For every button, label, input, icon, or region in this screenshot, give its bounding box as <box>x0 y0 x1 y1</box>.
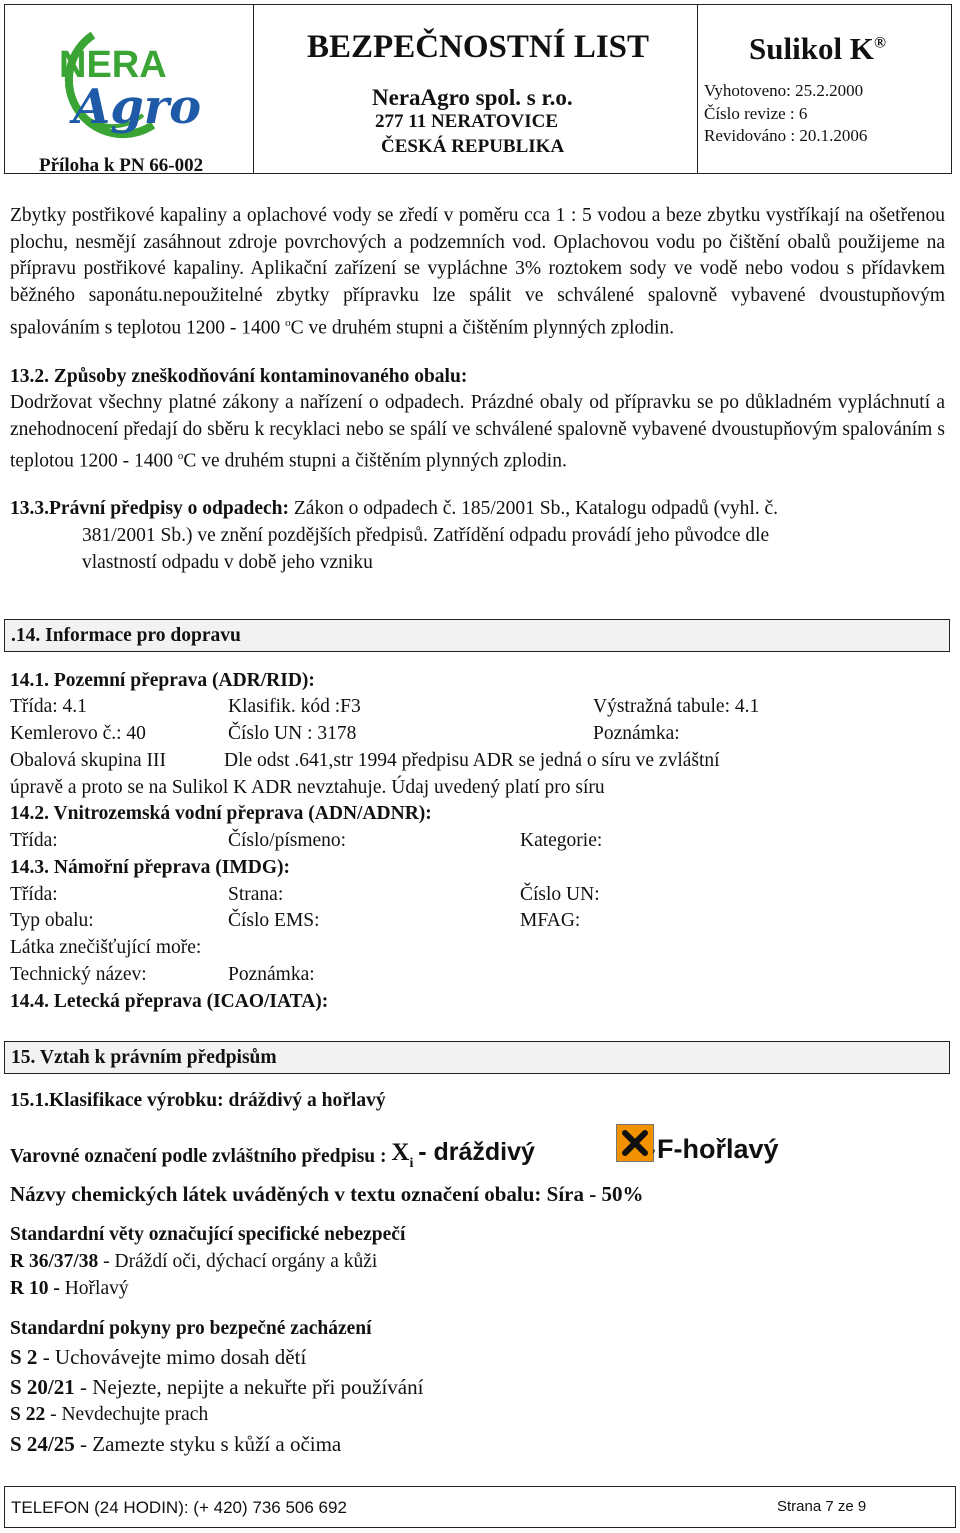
revised-date: Revidováno : 20.1.2006 <box>704 126 868 145</box>
section-13-3-line3: vlastností odpadu v době jeho vzniku <box>82 552 373 573</box>
section-14-3-heading: 14.3. Námořní přeprava (IMDG): <box>10 857 290 878</box>
packaging-paragraph: Dodržovat všechny platné zákony a nařízení o odpadech. Prázdné obaly od přípravku se po důkladném vypláchnutí a znehodnocení předají do sběru k recyklaci nebo se spálí ve schválené spalovně vybavené dvoustupňovým spalováním s teplotou 1200 - 1400 $^o$C ve druhém stupni a čištěním plynných zplodin. <box>10 392 945 472</box>
logo-text-bottom: Agro <box>73 79 202 135</box>
section-14-title: .14. Informace pro dopravu <box>11 625 241 646</box>
s-phrases-heading: Standardní pokyny pro bezpečné zacházení <box>10 1318 372 1339</box>
imdg-package-type: Typ obalu: <box>10 910 94 931</box>
technical-name: Technický název: <box>10 964 147 985</box>
imdg-ems-number: Číslo EMS: <box>228 910 320 931</box>
warning-designation: Varovné označení podle zvláštního předpisu : $X_i$ - dráždivý <box>10 1138 535 1171</box>
section-15-title-box <box>4 1041 950 1074</box>
s-phrase-4: S 24/25 - Zamezte styku s kůží a očima <box>10 1432 342 1456</box>
section-14-4-heading: 14.4. Letecká přeprava (ICAO/IATA): <box>10 991 329 1012</box>
section-14-1-heading: 14.1. Pozemní přeprava (ADR/RID): <box>10 670 315 691</box>
s-phrase-3: S 22 - Nevdechujte prach <box>10 1404 209 1425</box>
hazard-separator: , <box>652 1139 656 1155</box>
page-number: Strana 7 ze 9 <box>777 1498 867 1515</box>
imdg-page: Strana: <box>228 884 284 905</box>
document-header <box>4 4 952 174</box>
kemler-number: Kemlerovo č.: 40 <box>10 723 146 744</box>
r-phrases-heading: Standardní věty označující specifické nebezpečí <box>10 1224 406 1245</box>
imdg-un-number: Číslo UN: <box>520 884 600 905</box>
company-address: 277 11 NERATOVICE <box>375 111 558 132</box>
r-phrase-2: R 10 - Hořlavý <box>10 1278 129 1299</box>
chemical-names: Názvy chemických látek uváděných v textu označení obalu: Síra - 50% <box>10 1182 644 1206</box>
section-13-2-heading: 13.2. Způsoby zneškodňování kontaminovaného obalu: <box>10 366 468 387</box>
imdg-note: Poznámka: <box>228 964 315 985</box>
marine-pollutant: Látka znečišťující moře: <box>10 937 202 958</box>
emergency-phone: TELEFON (24 HODIN): (+ 420) 736 506 692 <box>11 1498 347 1517</box>
s-phrase-2: S 20/21 - Nejezte, nepijte a nekuřte při používání <box>10 1375 424 1399</box>
company-name: NeraAgro spol. s r.o. <box>372 85 573 110</box>
page-footer <box>4 1486 956 1528</box>
adn-class: Třída: <box>10 830 58 851</box>
adr-note-text: Dle odst .641,str 1994 předpisu ADR se jedná o síru ve zvláštní <box>224 750 720 771</box>
adr-note-label: Poznámka: <box>593 723 680 744</box>
r-phrase-1: R 36/37/38 - Dráždí oči, dýchací orgány a kůži <box>10 1251 378 1272</box>
adr-classification-code: Klasifik. kód :F3 <box>228 696 361 717</box>
section-14-2-heading: 14.2. Vnitrozemská vodní přeprava (ADN/ADNR): <box>10 803 432 824</box>
adr-class: Třída: 4.1 <box>10 696 87 717</box>
annex-label: Příloha k PN 66-002 <box>39 155 204 176</box>
created-date: Vyhotoveno: 25.2.2000 <box>704 81 864 100</box>
adn-number-letter: Číslo/písmeno: <box>228 830 347 851</box>
revision-number: Číslo revize : 6 <box>704 104 808 123</box>
adr-warning-plate: Výstražná tabule: 4.1 <box>593 696 760 717</box>
s-phrase-1: S 2 - Uchovávejte mimo dosah dětí <box>10 1345 307 1369</box>
logo-text-top: NERA <box>59 44 167 86</box>
section-13-3-line2: 381/2001 Sb.) ve znění pozdějších předpisů. Zatřídění odpadu provádí jeho původce dle <box>82 525 770 546</box>
company-logo <box>23 15 243 155</box>
header-divider <box>253 5 254 173</box>
waste-paragraph: Zbytky postřikové kapaliny a oplachové vody se zředí v poměru cca 1 : 5 vodou a beze zbytku vystříkají na ošetřenou plochu, nesmějí zasáhnout zdroje povrchových a podzemních vod. Oplachovou vodu po čištění obalů použijeme na přípravu postřikové kapaliny. Aplikační zařízení se vypláchne 3% roztokem sody ve vodě nebo vodou s přídavkem běžného saponátu.nepoužitelné zbytky přípravku lze spálit ve schválené spalovně vybavené dvoustupňovým spalováním s teplotou 1200 - 1400 $^o$C ve druhém stupni a čištěním plynných zplodin. <box>10 205 945 339</box>
flammable-label: F-hořlavý <box>657 1134 779 1164</box>
adr-note-text-cont: úpravě a proto se na Sulikol K ADR nevztahuje. Údaj uvedený platí pro síru <box>10 777 605 798</box>
section-13-3: 13.3.Právní předpisy o odpadech: Zákon o odpadech č. 185/2001 Sb., Katalogu odpadů (vyhl. č. <box>10 498 779 519</box>
adn-category: Kategorie: <box>520 830 603 851</box>
un-number: Číslo UN : 3178 <box>228 723 357 744</box>
product-name: Sulikol K® <box>749 31 886 66</box>
imdg-mfag: MFAG: <box>520 910 581 931</box>
header-divider <box>697 5 698 173</box>
section-15-title: 15. Vztah k právním předpisům <box>11 1047 277 1068</box>
packing-group: Obalová skupina III <box>10 750 166 771</box>
imdg-class: Třída: <box>10 884 58 905</box>
section-14-title-box <box>4 619 950 652</box>
section-15-1-heading: 15.1.Klasifikace výrobku: dráždivý a hořlavý <box>10 1090 386 1111</box>
company-country: ČESKÁ REPUBLIKA <box>381 136 565 157</box>
hazard-x-icon <box>616 1124 654 1162</box>
document-title: BEZPEČNOSTNÍ LIST <box>307 29 650 65</box>
